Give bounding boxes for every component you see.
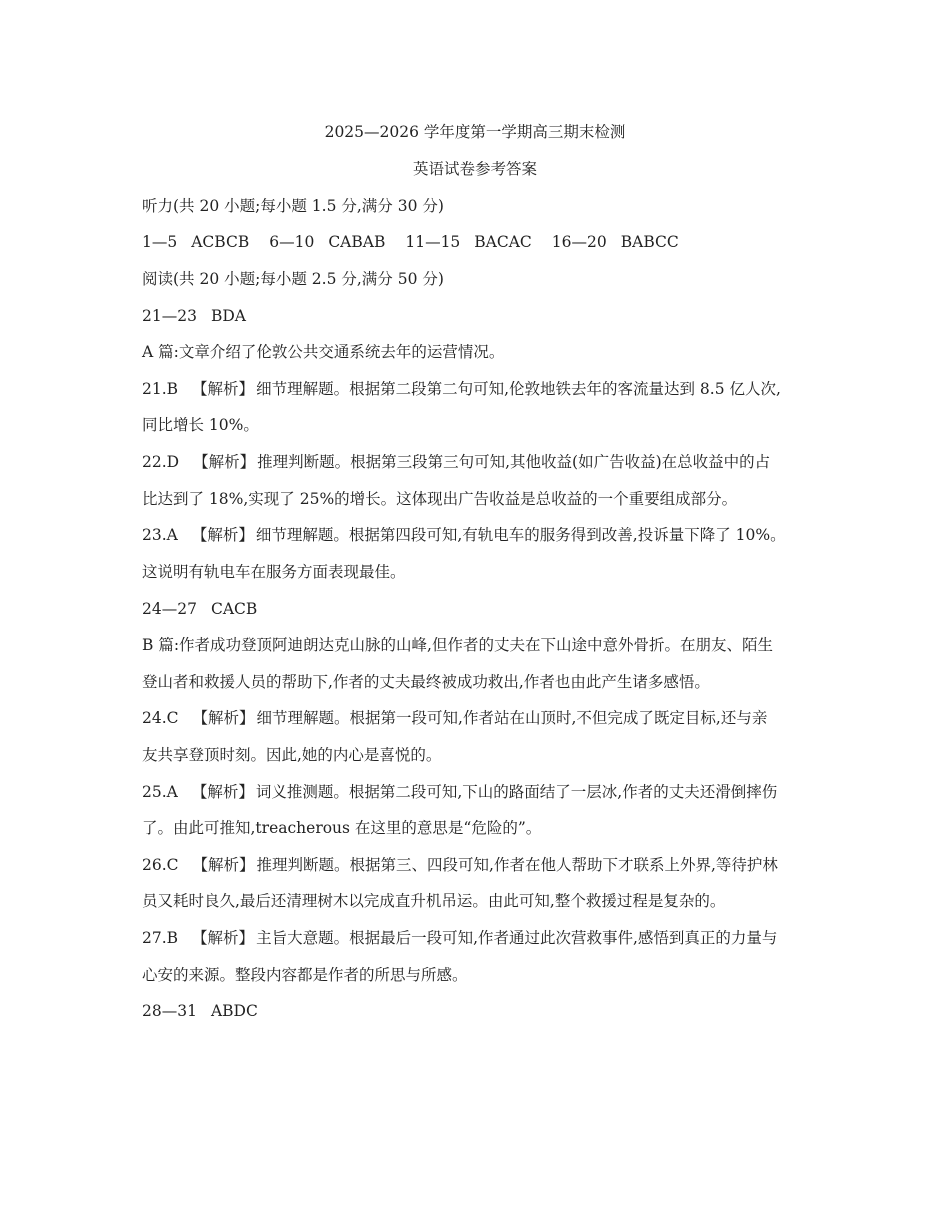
answer-keys: ACBCB <box>191 233 250 251</box>
answer-range: 11—15 <box>405 233 461 251</box>
answer-range: 21—23 <box>142 307 197 325</box>
explanation-text: 细节理解题。根据第二段第二句可知,伦敦地铁去年的客流量达到 8.5 亿人次, <box>256 380 781 398</box>
explanation-text: 细节理解题。根据第四段可知,有轨电车的服务得到改善,投诉量下降了 10%。 <box>255 526 786 544</box>
answer-keys: BABCC <box>620 233 679 251</box>
analysis-tag: 【解析】 <box>192 709 255 727</box>
analysis-tag: 【解析】 <box>192 856 255 874</box>
page-subtitle: 英语试卷参考答案 <box>412 160 537 178</box>
question-number: 26.C <box>142 856 179 874</box>
answer-range: 6—10 <box>269 233 315 251</box>
explanation-25 <box>142 782 822 802</box>
analysis-tag: 【解析】 <box>192 929 255 947</box>
explanation-22 <box>142 452 822 472</box>
explanation-text: 推理判断题。根据第三、四段可知,作者在他人帮助下才联系上外界,等待护林 <box>256 856 778 874</box>
analysis-tag: 【解析】 <box>193 453 256 471</box>
analysis-tag: 【解析】 <box>192 380 255 398</box>
explanation-26 <box>142 855 822 875</box>
listening-heading: 听力(共 20 小题;每小题 1.5 分,满分 30 分) <box>142 197 444 215</box>
explanation-22-cont: 比达到了 18%,实现了 25%的增长。这体现出广告收益是总收益的一个重要组成部分。 <box>142 490 738 508</box>
explanation-21-cont: 同比增长 10%。 <box>142 416 259 434</box>
question-number: 23.A <box>142 526 178 544</box>
passage-b-summary-cont: 登山者和救援人员的帮助下,作者的丈夫最终被成功救出,作者也由此产生诸多感悟。 <box>142 673 710 691</box>
answer-range: 24—27 <box>142 600 197 618</box>
question-number: 25.A <box>142 783 178 801</box>
explanation-text: 词义推测题。根据第二段可知,下山的路面结了一层冰,作者的丈夫还滑倒摔伤 <box>255 783 778 801</box>
answers-24-27 <box>142 599 822 619</box>
analysis-tag: 【解析】 <box>191 526 254 544</box>
question-number: 21.B <box>142 380 179 398</box>
explanation-text: 推理判断题。根据第三段第三句可知,其他收益(如广告收益)在总收益中的占 <box>257 453 771 471</box>
explanation-23 <box>142 525 822 545</box>
explanation-26-cont: 员又耗时良久,最后还清理树木以完成直升机吊运。由此可知,整个救援过程是复杂的。 <box>142 892 726 910</box>
answer-keys: ABDC <box>210 1002 258 1020</box>
answer-range: 28—31 <box>142 1002 197 1020</box>
explanation-27-cont: 心安的来源。整段内容都是作者的所思与所感。 <box>142 966 468 984</box>
question-number: 27.B <box>142 929 179 947</box>
answers-28-31 <box>142 1001 822 1021</box>
answer-range: 16—20 <box>551 233 607 251</box>
listening-answers <box>142 232 822 252</box>
explanation-27 <box>142 928 822 948</box>
answers-21-23 <box>142 306 822 326</box>
explanation-24-cont: 友共享登顶时刻。因此,她的内心是喜悦的。 <box>142 746 442 764</box>
explanation-text: 主旨大意题。根据最后一段可知,作者通过此次营救事件,感悟到真正的力量与 <box>256 929 778 947</box>
answer-keys: CACB <box>210 600 258 618</box>
question-number: 22.D <box>142 453 180 471</box>
page-title: 2025—2026 学年度第一学期高三期末检测 <box>324 123 626 141</box>
passage-a-summary: A 篇:文章介绍了伦敦公共交通系统去年的运营情况。 <box>142 343 505 361</box>
question-number: 24.C <box>142 709 179 727</box>
answer-keys: BDA <box>210 307 246 325</box>
explanation-23-cont: 这说明有轨电车在服务方面表现最佳。 <box>142 563 406 581</box>
explanation-text: 细节理解题。根据第一段可知,作者站在山顶时,不但完成了既定目标,还与亲 <box>256 709 768 727</box>
reading-heading: 阅读(共 20 小题;每小题 2.5 分,满分 50 分) <box>142 270 444 288</box>
answer-keys: CABAB <box>328 233 386 251</box>
explanation-25-cont: 了。由此可推知,treacherous 在这里的意思是“危险的”。 <box>142 819 542 837</box>
answer-range: 1—5 <box>142 233 178 251</box>
analysis-tag: 【解析】 <box>191 783 254 801</box>
answer-keys: BACAC <box>474 233 532 251</box>
passage-b-summary: B 篇:作者成功登顶阿迪朗达克山脉的山峰,但作者的丈夫在下山途中意外骨折。在朋友、陌生 <box>142 636 773 654</box>
explanation-24 <box>142 708 822 728</box>
explanation-21 <box>142 379 822 399</box>
